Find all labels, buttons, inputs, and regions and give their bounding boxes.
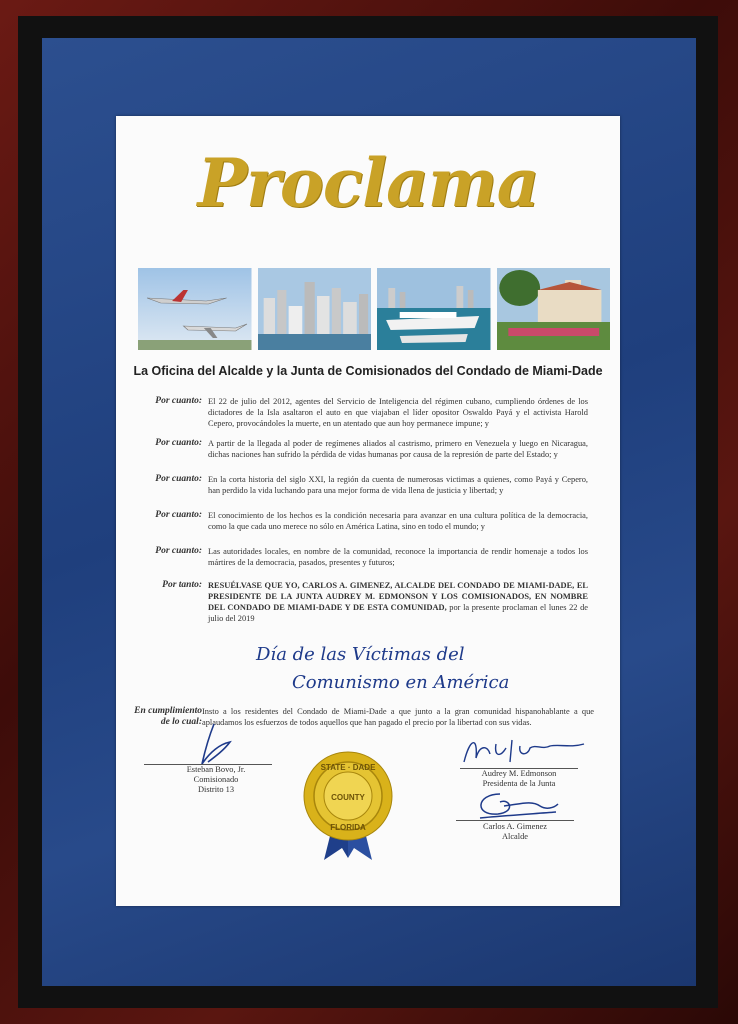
clause-text: El conocimiento de los hechos es la condición necesaria para avanzar en una cultura política de la democracia, como la que cada uno merece no sólo en América Latina, sino en todo el mundo; y [208,511,588,531]
signer-left-district: Distrito 13 [197,785,235,794]
day-title-line-2: Comunismo en América [292,672,510,693]
signer-left-name: Esteban Bovo, Jr. [186,765,246,774]
airplane-photo [138,268,252,350]
historic-building-photo [497,268,611,350]
clause-text: A partir de la llegada al poder de regímenes aliados al castrismo, primero en Venezuela y luego en Nicaragua, dichas naciones han sufrido la pérdida de vidas humanas por causa de la represión de parte del Estado; y [208,439,588,459]
fulfillment-label [112,706,202,728]
resolution-text [208,580,588,624]
clause-text: El 22 de julio del 2012, agentes del Servicio de Inteligencia del régimen cubano, cumpliendo órdenes de los dictadores de la Isla asaltaron el auto en que viajaban el líder opositor Oswaldo Payá y el activista Harold Cepero, provocándoles la muerte, en un atentado que aun hoy permanece impune; y [208,397,588,428]
resolution-label: Por tanto: [162,580,202,590]
signer-left-role: Comisionado [193,775,239,784]
seal-text-bottom: FLORIDA [330,823,366,832]
clause-label: Por cuanto: [155,396,202,406]
clause-label: Por cuanto: [155,474,202,484]
seal-text-center: COUNTY [331,793,365,802]
resolution-bold-text: RESUÉLVASE QUE YO, CARLOS A. GIMENEZ, ALCALDE DEL CONDADO DE MIAMI-DADE, EL PRESIDENTE DE LA JUNTA AUDREY M. EDMONSON Y LOS COMISIONADOS, EN NOMBRE DEL CONDADO DE MIAMI-DADE Y DE ESTA COMUNIDAD, [208,581,588,612]
signer-right-top-name: Audrey M. Edmonson [481,769,557,778]
day-title-line-1: Día de las Víctimas del [256,644,465,665]
fulfillment-text: Insto a los residentes del Condado de Miami-Dade a que junto a la gran comunidad hispanohablante a que aplaudamos los esfuerzos de todos aquellos que han pagado el precio por la libertad con sus vidas. [202,707,594,727]
fulfillment-label-line-1: En cumplimiento [134,706,202,716]
photo-strip [138,268,610,350]
city-skyline-photo [258,268,372,350]
clause-text: En la corta historia del siglo XXI, la región da cuenta de numerosas victimas a quienes, como Payá y Cepero, han perdido la vida luchando para una mejor forma de vida llena de justicia y libertad; y [208,475,588,495]
signature-line-right-bottom [456,820,574,821]
proclamation-document [116,116,620,906]
signer-right-bottom [456,822,574,842]
issuing-office: La Oficina del Alcalde y la Junta de Comisionados del Condado de Miami-Dade [133,364,603,378]
signer-right-top [460,769,578,789]
gimenez-signature [470,788,560,824]
document-title: Proclama [197,144,539,222]
signer-left [176,765,256,795]
seal-text-top: STATE · DADE [320,763,376,772]
county-seal [302,750,394,860]
clause-label: Por cuanto: [155,546,202,556]
clause-label: Por cuanto: [155,438,202,448]
resolution-plain-text: por la presente proclaman el lunes 22 de julio del 2019 [208,603,588,623]
clause-label: Por cuanto: [155,510,202,520]
port-cruise-ships-photo [377,268,491,350]
signer-right-bottom-name: Carlos A. Gimenez [483,822,547,831]
fulfillment-label-line-2: de lo cual: [160,717,202,727]
edmonson-signature [460,732,588,770]
bovo-signature [196,722,246,768]
clause-text: Las autoridades locales, en nombre de la comunidad, reconoce la importancia de rendir homenaje a todos los mártires de la democracia, pasados, presentes y futuros; [208,547,588,567]
signer-right-top-role: Presidenta de la Junta [482,779,556,788]
signer-right-bottom-role: Alcalde [501,832,529,841]
